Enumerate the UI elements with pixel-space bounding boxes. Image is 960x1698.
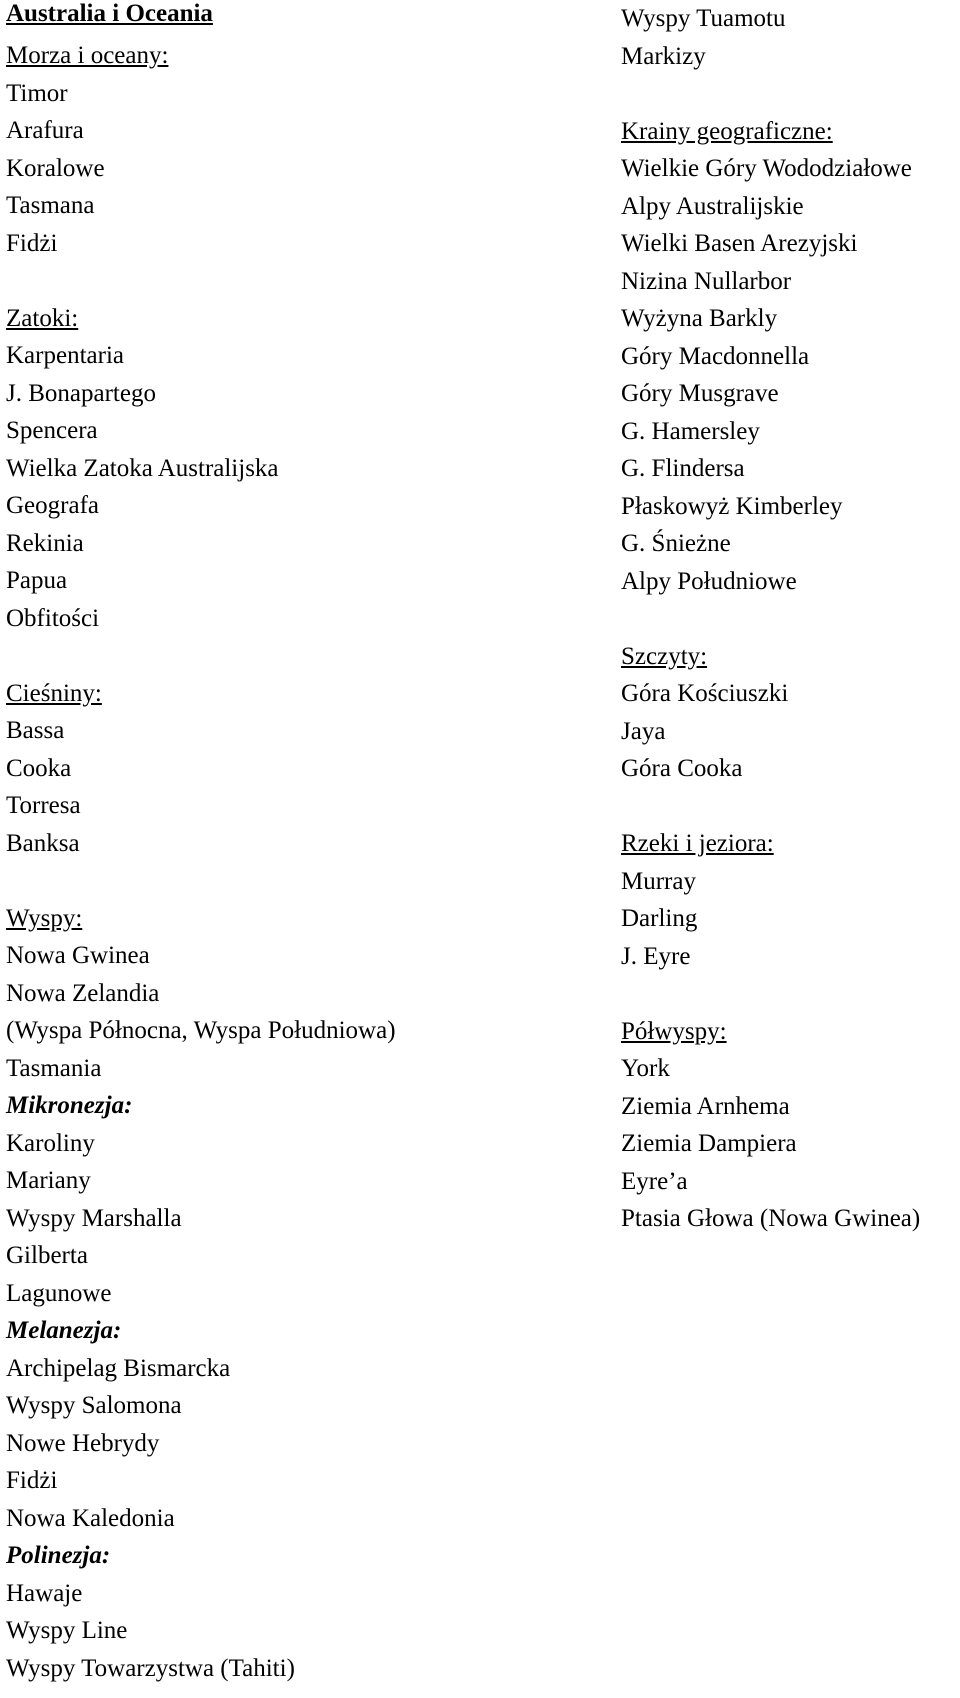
list-item: Płaskowyż Kimberley [621,492,843,520]
list-item: J. Eyre [621,942,691,970]
list-item: Rekinia [6,529,84,557]
list-item: (Wyspa Północna, Wyspa Południowa) [6,1017,396,1044]
list-item: Nowa Zelandia [6,979,160,1007]
list-item: Fidżi [6,229,58,257]
list-item: Eyre’a [621,1167,688,1195]
list-item: Timor [6,79,68,107]
list-item: Jaya [621,717,666,745]
spacer [6,862,606,900]
list-item: Ptasia Głowa (Nowa Gwinea) [621,1205,921,1232]
list-item: Murray [621,867,696,895]
list-item: J. Bonapartego [6,379,156,407]
list-item: Karoliny [6,1129,95,1157]
section-heading-gulfs: Zatoki: [6,304,79,332]
list-item: Alpy Australijskie [621,192,804,220]
list-item: Wyspy Towarzystwa (Tahiti) [6,1654,295,1682]
section-heading-islands: Wyspy: [6,904,83,932]
list-item: Nowa Gwinea [6,942,150,969]
list-item: Mariany [6,1167,91,1194]
left-column [6,0,606,1687]
list-item: Karpentaria [6,342,124,369]
list-item: Archipelag Bismarcka [6,1354,231,1382]
list-item: G. Flindersa [621,455,745,482]
list-item: Papua [6,567,68,594]
section-heading-peninsulas: Półwyspy: [621,1017,727,1045]
list-item: Gilberta [6,1242,88,1269]
list-item: York [621,1055,670,1082]
list-item: Wielkie Góry Wododziałowe [621,155,912,182]
list-item: Bassa [6,717,65,744]
list-item: Tasmania [6,1054,102,1082]
spacer [621,75,956,113]
list-item: Obfitości [6,604,100,632]
list-item: Alpy Południowe [621,567,797,595]
list-item: Cooka [6,754,72,782]
page-title: Australia i Oceania [6,0,213,27]
section-heading-straits: Cieśniny: [6,679,102,707]
list-item: Ziemia Arnhema [621,1092,790,1120]
right-column [621,0,956,1238]
list-item: Nowa Kaledonia [6,1504,175,1532]
list-item: G. Śnieżne [621,530,731,557]
list-item: Geografa [6,492,99,519]
spacer [621,975,956,1013]
spacer [6,637,606,675]
section-heading-rivers: Rzeki i jeziora: [621,830,774,857]
subheading-melanesia: Melanezja: [6,1317,122,1344]
section-heading-peaks: Szczyty: [621,642,708,670]
list-item: Wyspy Marshalla [6,1204,182,1232]
list-item: Wyspy Tuamotu [621,5,786,32]
list-item: Nowe Hebrydy [6,1429,160,1457]
list-item: G. Hamersley [621,417,760,445]
list-item: Arafura [6,117,84,144]
list-item: Banksa [6,829,80,857]
subheading-micronesia: Mikronezja: [6,1092,133,1119]
list-item: Góra Kościuszki [621,680,789,707]
list-item: Wielka Zatoka Australijska [6,454,279,482]
list-item: Torresa [6,792,81,819]
list-item: Wyspy Salomona [6,1392,182,1419]
list-item: Tasmana [6,192,95,219]
list-item: Hawaje [6,1579,83,1607]
section-heading-regions: Krainy geograficzne: [621,117,833,145]
list-item: Góra Cooka [621,755,743,782]
spacer [621,600,956,638]
spacer [621,788,956,826]
list-item: Darling [621,905,698,932]
list-item: Wielki Basen Arezyjski [621,230,858,257]
list-item: Nizina Nullarbor [621,267,792,295]
list-item: Ziemia Dampiera [621,1130,797,1157]
list-item: Lagunowe [6,1279,112,1307]
section-heading-seas: Morza i oceany: [6,42,169,69]
list-item: Wyżyna Barkly [621,305,778,332]
list-item: Markizy [621,42,706,70]
list-item: Góry Musgrave [621,380,779,407]
list-item: Koralowe [6,154,105,182]
list-item: Góry Macdonnella [621,342,810,370]
list-item: Fidżi [6,1467,58,1494]
list-item: Wyspy Line [6,1617,128,1644]
list-item: Spencera [6,417,98,444]
spacer [6,262,606,300]
subheading-polynesia: Polinezja: [6,1542,111,1569]
